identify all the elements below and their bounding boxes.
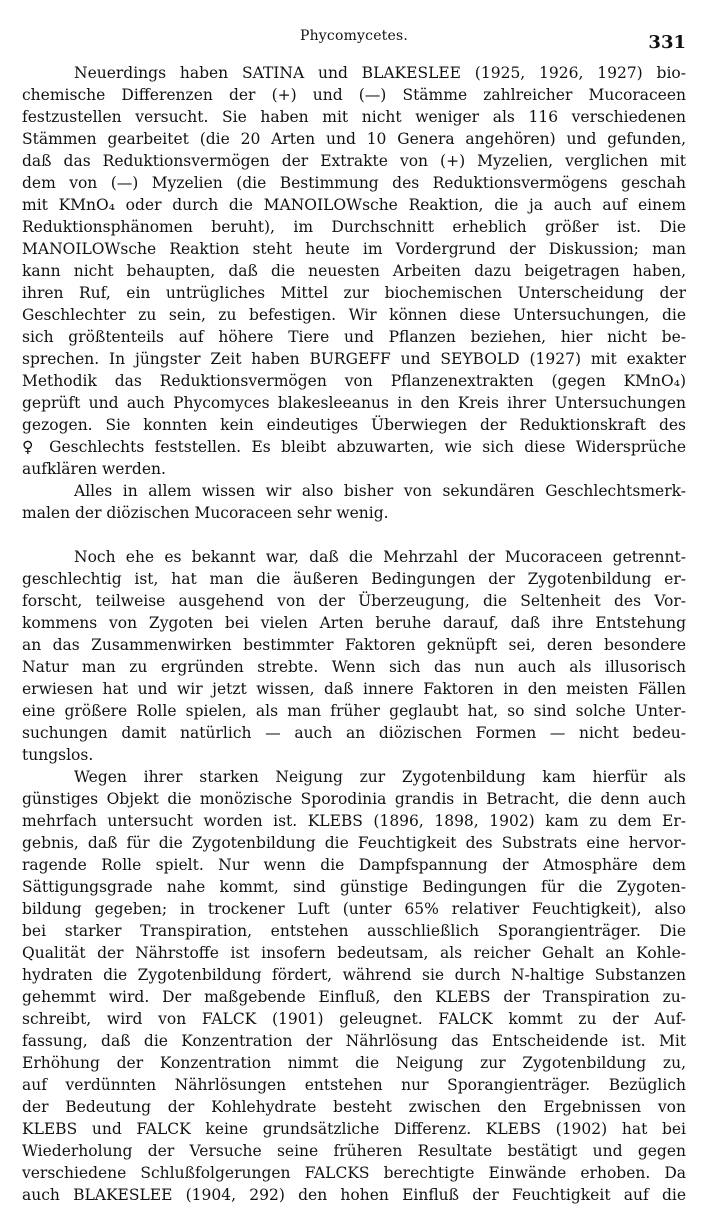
text-line: der Bedeutung der Kohlehydrate besteht zwischen den Ergebnissen von [22, 1098, 686, 1116]
text-line: sich größtenteils auf höhere Tiere und Pflanzen beziehen, hier nicht be- [22, 328, 686, 346]
text-line: daß das Reduktionsvermögen der Extrakte von (+) Myzelien, verglichen mit [22, 152, 686, 170]
text-line: geprüft und auch Phycomyces blakesleeanus in den Kreis ihrer Untersuchungen [22, 394, 686, 412]
text-line: auf verdünnten Nährlösungen entstehen nur Sporangienträger. Bezüglich [22, 1076, 686, 1094]
text-line: fassung, daß die Konzentration der Nährlösung das Entscheidende ist. Mit [22, 1032, 686, 1050]
text-line: Noch ehe es bekannt war, daß die Mehrzahl der Mucoraceen getrennt- [74, 548, 686, 566]
text-line: verschiedene Schlußfolgerungen FALCKS berechtigte Einwände erhoben. Da [22, 1164, 686, 1182]
text-line: forscht, teilweise ausgehend von der Überzeugung, die Seltenheit des Vor- [22, 592, 686, 610]
text-line: MANOILOWsche Reaktion steht heute im Vordergrund der Diskussion; man [22, 240, 686, 258]
text-line: kann nicht behaupten, daß die neuesten Arbeiten dazu beigetragen haben, [22, 262, 686, 280]
paragraph-reduktionsvermoegen [22, 62, 686, 480]
page-header [22, 28, 686, 52]
text-line: gehemmt wird. Der maßgebende Einfluß, den KLEBS der Transpiration zu- [22, 988, 686, 1006]
text-line: chemische Differenzen der (+) und (—) Stämme zahlreicher Mucoraceen [22, 86, 686, 104]
text-line: Wiederholung der Versuche seine früheren Resultate bestätigt und gegen [22, 1142, 686, 1160]
text-line: Neuerdings haben SATINA und BLAKESLEE (1925, 1926, 1927) bio- [74, 64, 686, 82]
page-number: 331 [648, 32, 686, 53]
text-line: an das Zusammenwirken bestimmter Faktoren geknüpft sei, deren besondere [22, 636, 686, 654]
document-page [22, 0, 686, 1204]
text-line: eine größere Rolle spielen, als man früher geglaubt hat, so sind solche Unter- [22, 702, 686, 720]
text-line: auch BLAKESLEE (1904, 292) den hohen Einfluß der Feuchtigkeit auf die [22, 1186, 686, 1204]
text-line: günstiges Objekt die monözische Sporodinia grandis in Betracht, die denn auch [22, 790, 686, 808]
text-line: hydraten die Zygotenbildung fördert, während sie durch N-haltige Substanzen [22, 966, 686, 984]
text-line: gebnis, daß für die Zygotenbildung die Feuchtigkeit des Substrats eine hervor- [22, 834, 686, 852]
text-line: bildung gegeben; in trockener Luft (unter 65% relativer Feuchtigkeit), also [22, 900, 686, 918]
text-line: aufklären werden. [22, 460, 166, 478]
text-line: Reduktionsphänomen beruht), im Durchschnitt erheblich größer ist. Die [22, 218, 686, 236]
text-line: erwiesen hat und wir jetzt wissen, daß innere Faktoren in den meisten Fällen [22, 680, 686, 698]
text-line: Geschlechter zu sein, zu befestigen. Wir können diese Untersuchungen, die [22, 306, 686, 324]
text-line: malen der diözischen Mucoraceen sehr wenig. [22, 504, 389, 522]
text-line: ihren Ruf, ein untrügliches Mittel zur biochemischen Unterscheidung der [22, 284, 686, 302]
text-line: Sättigungsgrade nahe kommt, sind günstige Bedingungen für die Zygoten- [22, 878, 686, 896]
text-line: festzustellen versucht. Sie haben mit nicht weniger als 116 verschiedenen [22, 108, 686, 126]
text-line: Wegen ihrer starken Neigung zur Zygotenbildung kam hierfür als [74, 768, 686, 786]
text-line: Qualität der Nährstoffe ist insofern bedeutsam, als reicher Gehalt an Kohle- [22, 944, 686, 962]
text-line: tungslos. [22, 746, 94, 764]
text-line: Stämmen gearbeitet (die 20 Arten und 10 Genera angehören) und gefunden, [22, 130, 686, 148]
text-line: gezogen. Sie konnten kein eindeutiges Überwiegen der Reduktionskraft des [22, 416, 686, 434]
text-line: Alles in allem wissen wir also bisher von sekundären Geschlechtsmerk- [74, 482, 686, 500]
text-line: schreibt, wird von FALCK (1901) geleugnet. FALCK kommt zu der Auf- [22, 1010, 686, 1028]
text-line: Natur man zu ergründen strebte. Wenn sich das nun auch als illusorisch [22, 658, 686, 676]
text-line: Methodik das Reduktionsvermögen von Pflanzenextrakten (gegen KMnO₄) [22, 372, 686, 390]
paragraph-zygotenbildung-intro [22, 546, 686, 766]
text-line: KLEBS und FALCK keine grundsätzliche Differenz. KLEBS (1902) hat bei [22, 1120, 686, 1138]
text-line: Erhöhung der Konzentration nimmt die Neigung zur Zygotenbildung zu, [22, 1054, 686, 1072]
text-line: geschlechtig ist, hat man die äußeren Bedingungen der Zygotenbildung er- [22, 570, 686, 588]
text-line: kommens von Zygoten bei vielen Arten beruhe darauf, daß ihre Entstehung [22, 614, 686, 632]
paragraph-sporodinia [22, 766, 686, 1206]
text-line: sprechen. In jüngster Zeit haben BURGEFF und SEYBOLD (1927) mit exakter [22, 350, 686, 368]
paragraph-summary [22, 480, 686, 524]
text-line: ♀ Geschlechts feststellen. Es bleibt abzuwarten, wie sich diese Widersprüche [22, 438, 686, 456]
text-line: suchungen damit natürlich — auch an diözischen Formen — nicht bedeu- [22, 724, 686, 742]
text-line: ragende Rolle spielt. Nur wenn die Dampfspannung der Atmosphäre dem [22, 856, 686, 874]
running-title: Phycomycetes. [299, 28, 409, 44]
text-line: dem von (—) Myzelien (die Bestimmung des Reduktionsvermögens geschah [22, 174, 686, 192]
text-line: bei starker Transpiration, entstehen ausschließlich Sporangienträger. Die [22, 922, 686, 940]
text-line: mehrfach untersucht worden ist. KLEBS (1896, 1898, 1902) kam zu dem Er- [22, 812, 686, 830]
text-line: mit KMnO₄ oder durch die MANOILOWsche Reaktion, die ja auch auf einem [22, 196, 686, 214]
